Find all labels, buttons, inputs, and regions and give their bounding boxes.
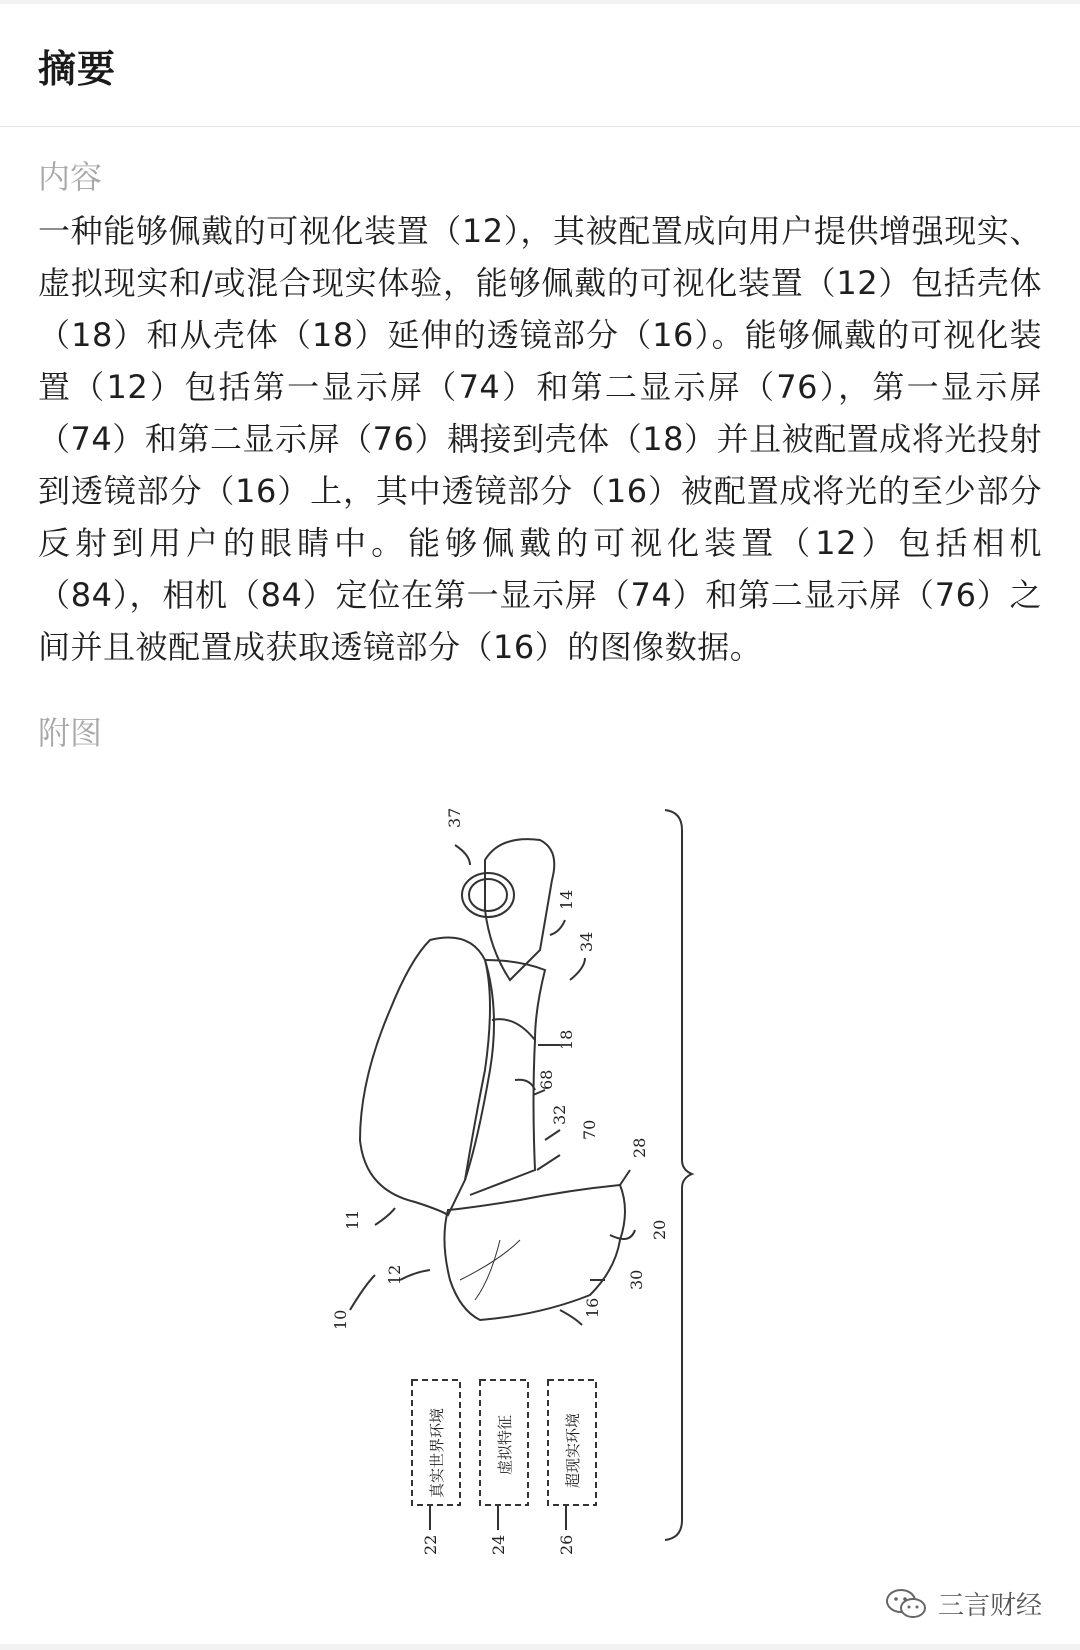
patent-drawing: [320, 807, 760, 1635]
section-header: [0, 4, 1080, 127]
ref-26: 26: [557, 1534, 576, 1555]
ref-18: 18: [557, 1029, 576, 1050]
content-label: 内容: [38, 158, 103, 196]
brace: [665, 810, 692, 1540]
ref-14: 14: [557, 889, 576, 910]
headset-outer: [360, 938, 490, 1216]
watermark: [884, 1585, 1042, 1622]
ref-32: 32: [550, 1104, 569, 1125]
ref-70: 70: [580, 1119, 599, 1140]
ref-30: 30: [627, 1269, 646, 1290]
ref-12: 12: [385, 1264, 404, 1285]
ref-10: 10: [331, 1309, 350, 1330]
bottom-bar: [0, 1644, 1080, 1650]
ref-28: 28: [630, 1137, 649, 1158]
ref-20: 20: [650, 1219, 669, 1240]
box-real-world-label: 真实世界环境: [428, 1407, 446, 1498]
ref-37: 37: [445, 807, 464, 828]
ref-34: 34: [577, 931, 596, 952]
figure-label: 附图: [38, 714, 103, 752]
ref-22: 22: [421, 1534, 440, 1555]
box-surreal-label: 超现实环境: [564, 1412, 582, 1488]
main-content: [0, 127, 1080, 755]
box-virtual-label: 虚拟特征: [496, 1414, 514, 1475]
wechat-icon: [884, 1587, 928, 1621]
ref-11: 11: [343, 1209, 362, 1230]
ref-16: 16: [583, 1297, 602, 1318]
patent-figure: [320, 807, 760, 1635]
ref-24: 24: [489, 1534, 508, 1555]
page-title: 摘要: [38, 46, 117, 91]
watermark-text: 三言财经: [937, 1591, 1042, 1621]
ref-68: 68: [537, 1069, 556, 1090]
abstract-text: 一种能够佩戴的可视化装置（12），其被配置成向用户提供增强现实、虚拟现实和/或混合现实体验，能够佩戴的可视化装置（12）包括壳体（18）和从壳体（18）延伸的透镜部分（16）。能够佩戴的可视化装置（12）包括第一显示屏（74）和第二显示屏（76），第一显示屏（74）和第二显示屏（76）耦接到壳体（18）并且被配置成将光投射到透镜部分（16）上，其中透镜部分（16）被配置成将光的至少部分反射到用户的眼睛中。能够佩戴的可视化装置（12）包括相机（84），相机（84）定位在第一显示屏（74）和第二显示屏（76）之间并且被配置成获取透镜部分（16）的图像数据。: [38, 212, 1042, 666]
